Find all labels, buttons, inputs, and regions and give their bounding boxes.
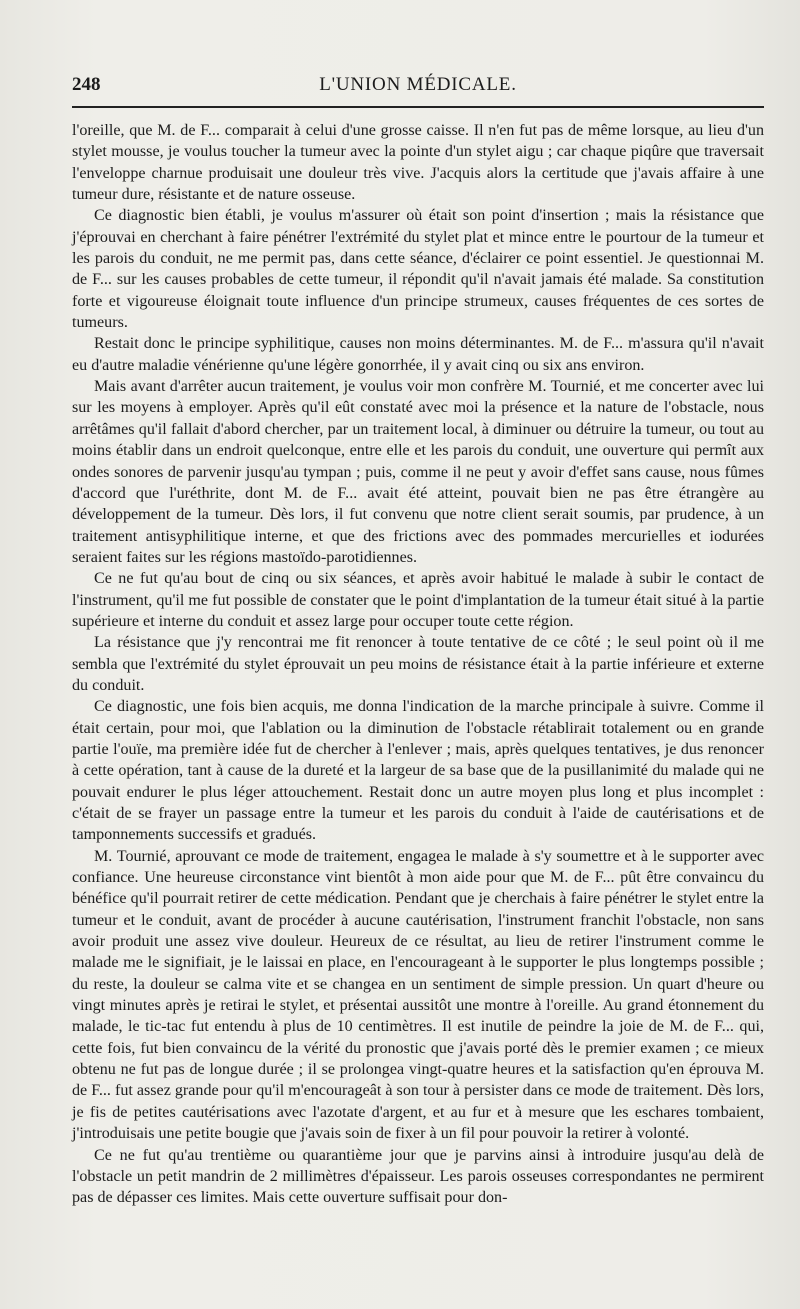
paragraph: Ce diagnostic, une fois bien acquis, me donna l'indication de la marche principale à suivre. Comme il était certain, pour moi, que l'ablation ou la diminution de l'obstacle rétablirait totalement ou en grande partie l'ouïe, ma première idée fut de chercher à l'enlever ; mais, après quelques tentatives, je dus renoncer à cette opération, tant à cause de la dureté et la largeur de sa base que de la pusillanimité du malade qui ne pouvait endurer le plus léger attouchement. Restait donc un autre moyen plus long et plus incomplet : c'était de se frayer un passage entre la tumeur et les parois du conduit à l'aide de cautérisations et de tamponnements successifs et gradués. bbox=[72, 698, 764, 844]
page-header bbox=[72, 74, 764, 100]
paragraph: M. Tournié, aprouvant ce mode de traitement, engagea le malade à s'y soumettre et à le supporter avec confiance. Une heureuse circonstance vint bientôt à mon aide pour que M. de F... pût être convaincu du bénéfice qu'il pourrait retirer de cette médication. Pendant que je cherchais à faire pénétrer le stylet entre la tumeur et le conduit, avant de procéder à aucune cautérisation, l'instrument franchit l'obstacle, non sans avoir produit une assez vive douleur. Heureux de ce résultat, au lieu de retirer l'instrument comme le malade me le signifiait, je le laissai en place, en l'encourageant à le supporter le plus longtemps possible ; du reste, la douleur se calma vite et se changea en un sentiment de simple pression. Un quart d'heure ou vingt minutes après je retirai le stylet, et présentai aussitôt une montre à l'oreille. Au grand étonnement du malade, le tic-tac fut entendu à plus de 10 centimètres. Il est inutile de peindre la joie de M. de F... qui, cette fois, fut bien convaincu de la vérité du pronostic que j'avais porté dès le premier examen ; ce mieux obtenu ne fut pas de longue durée ; il se prolongea vingt-quatre heures et la satisfaction qu'en éprouva M. de F... fut assez grande pour qu'il m'encourageât à son tour à persister dans ce mode de traitement. Dès lors, je fis de petites cautérisations avec l'azotate d'argent, et au fur et à mesure que les eschares tombaient, j'introduisais une petite bougie que j'avais soin de fixer à un fil pour pouvoir la retirer à volonté. bbox=[72, 847, 764, 1143]
running-title: L'UNION MÉDICALE. bbox=[319, 74, 517, 95]
paragraph: La résistance que j'y rencontrai me fit renoncer à toute tentative de ce côté ; le seul point où il me sembla que l'extrémité du stylet éprouvait un peu moins de résistance était à la partie inférieure et externe du conduit. bbox=[72, 634, 764, 694]
paragraph: Ce diagnostic bien établi, je voulus m'assurer où était son point d'insertion ; mais la résistance que j'éprouvai en cherchant à faire pénétrer l'extrémité du stylet plat et mince entre le pourtour de la tumeur et les parois du conduit, ne me permit pas, dans cette séance, d'éclairer ce point essentiel. Je questionnai M. de F... sur les causes probables de cette tumeur, il répondit qu'il n'avait jamais été malade. Sa constitution forte et vigoureuse éloignait toute influence d'un principe strumeux, causes fréquentes de ces sortes de tumeurs. bbox=[72, 207, 764, 332]
paragraph: l'oreille, que M. de F... comparait à celui d'une grosse caisse. Il n'en fut pas de même lorsque, au lieu d'un stylet mousse, je voulus toucher la tumeur avec la pointe d'un stylet aigu ; car chaque piqûre que traversait l'enveloppe charnue produisait une douleur très vive. J'acquis alors la certitude que j'avais affaire à une tumeur dure, résistante et de nature osseuse. bbox=[72, 122, 764, 204]
paragraph: Ce ne fut qu'au trentième ou quarantième jour que je parvins ainsi à introduire jusqu'au delà de l'obstacle un petit mandrin de 2 millimètres d'épaisseur. Les parois osseuses correspondantes ne permirent pas de dépasser ces limites. Mais cette ouverture suffisait pour don- bbox=[72, 1146, 764, 1207]
body-text bbox=[72, 120, 764, 1209]
header-rule bbox=[72, 106, 764, 108]
page-number: 248 bbox=[72, 74, 101, 95]
paragraph: Mais avant d'arrêter aucun traitement, je voulus voir mon confrère M. Tournié, et me concerter avec lui sur les moyens à employer. Après qu'il eût constaté avec moi la présence et la nature de l'obstacle, nous arrêtâmes qu'il fallait d'abord chercher, par un traitement local, à diminuer ou détruire la tumeur, ou tout au moins établir dans un endroit quelconque, entre elle et les parois du conduit, une ouverture qui permît aux ondes sonores de parvenir jusqu'au tympan ; puis, comme il ne peut y avoir d'effet sans cause, nous fûmes d'accord que l'uréthrite, dont M. de F... avait été atteint, pouvait bien ne pas être étrangère au développement de la tumeur. Dès lors, il fut convenu que notre client serait soumis, par prudence, à un traitement antisyphilitique interne, et que des frictions avec des pommades mercurielles et iodurées seraient faites sur les régions mastoïdo-parotidiennes. bbox=[72, 378, 764, 566]
paragraph: Restait donc le principe syphilitique, causes non moins déterminantes. M. de F... m'assura qu'il n'avait eu d'autre maladie vénérienne qu'une légère gonorrhée, il y avait cinq ou six ans environ. bbox=[72, 335, 764, 374]
paragraph: Ce ne fut qu'au bout de cinq ou six séances, et après avoir habitué le malade à subir le contact de l'instrument, qu'il me fut possible de constater que le point d'implantation de la tumeur était situé à la partie supérieure et interne du conduit et assez large pour occuper toute cette région. bbox=[72, 570, 764, 630]
